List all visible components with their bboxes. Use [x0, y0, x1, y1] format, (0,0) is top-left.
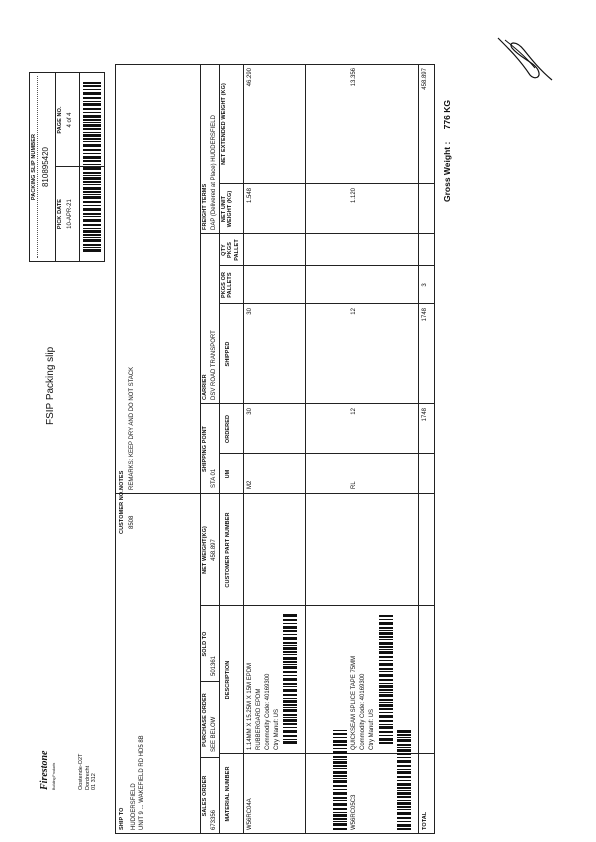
- customer-no: 8508: [129, 515, 135, 529]
- pick-date-label: PICK DATE: [57, 198, 63, 230]
- purchase-order-label: PURCHASE ORDER: [202, 693, 208, 747]
- description-line: Ctry Manuf: US: [369, 708, 375, 750]
- description-line: Ctry Manuf: US: [274, 708, 280, 750]
- ordered: 12: [351, 408, 357, 415]
- col-um: UM: [225, 469, 231, 479]
- col-ordered: ORDERED: [225, 414, 231, 444]
- net-extended-weight: 13.356: [351, 68, 357, 87]
- col-description: DESCRIPTION: [225, 660, 231, 700]
- packing-slip-barcode: [83, 82, 101, 252]
- um: M2: [247, 480, 253, 489]
- shipped: 12: [351, 308, 357, 315]
- notes-label: NOTES: [119, 470, 125, 490]
- address-line: Oostende-O2T: [78, 753, 84, 790]
- shipping-point-label: SHIPPING POINT: [202, 425, 208, 473]
- material-number: W56RC04A: [247, 798, 253, 830]
- packing-slip-number-label: PACKING SLIP NUMBER: [31, 76, 38, 258]
- net-unit-weight: 1.548: [247, 188, 253, 204]
- sold-to-label: SOLD TO: [202, 631, 208, 657]
- brand-logo: [34, 751, 56, 790]
- carrier: DSV ROAD TRANSPORT: [211, 330, 217, 400]
- gross-weight-value: 776 KG: [442, 100, 452, 130]
- notes-value: REMARKS: KEEP DRY AND DO NOT STACK: [129, 366, 135, 490]
- description-line: 1.14MM X 15.25M X 15M EPDM: [247, 662, 253, 750]
- address-line: Dordrecht: [84, 765, 91, 790]
- col-customer-part-number: CUSTOMER PART NUMBER: [225, 512, 231, 588]
- um: RL: [351, 481, 357, 489]
- customer-no-label: CUSTOMER NO.: [119, 490, 125, 534]
- net-weight-label: NET WEIGHT(KG): [202, 526, 208, 574]
- sold-to: 501361: [211, 655, 217, 676]
- sales-order: 673356: [211, 809, 217, 830]
- row-barcode: [397, 730, 411, 830]
- page-no: 4 of 4: [67, 112, 73, 128]
- description-line: Commodity Code: 40169300: [265, 673, 271, 750]
- packing-slip-box: [29, 72, 105, 262]
- ordered: 30: [247, 408, 253, 415]
- ship-to-line: UNIT 9 ... WAKEFIELD RD HD5 8B: [139, 735, 145, 830]
- description-line: QUICKSEAM SPLICE TAPE 75MM: [351, 655, 357, 750]
- material-number: W56RC05C3: [351, 794, 357, 830]
- handwritten-signature: [490, 30, 560, 85]
- page-no-label: PAGE NO.: [57, 106, 63, 134]
- total-shipped: 1748: [422, 308, 428, 322]
- carrier-label: CARRIER: [202, 374, 208, 400]
- description-line: RUBBERGARD EPDM: [256, 688, 262, 750]
- packing-slip-form: [115, 64, 435, 834]
- col-qty-pkgs-pallet: QTY PKGS PALLET: [221, 239, 240, 261]
- total-ordered: 1748: [422, 408, 428, 422]
- col-net-unit-weight: NET UNIT WEIGHT (KG): [221, 190, 234, 228]
- total-pkgs: 3: [422, 283, 428, 287]
- col-material-number: MATERIAL NUMBER: [225, 766, 231, 822]
- row-barcode: [333, 730, 347, 830]
- shipped: 30: [247, 308, 253, 315]
- sender-address: [78, 754, 98, 790]
- total-label: TOTAL: [422, 811, 428, 830]
- description-line: Commodity Code: 40169300: [360, 673, 366, 750]
- ship-to-label: SHIP TO: [119, 807, 125, 830]
- col-pkgs-pallets: PKGS OR PALLETS: [221, 271, 234, 299]
- ship-to-line: HUDDERSFIELD: [131, 783, 137, 830]
- gross-weight-label: Gross Weight :: [442, 141, 452, 202]
- col-shipped: SHIPPED: [225, 341, 231, 367]
- sales-order-label: SALES ORDER: [202, 775, 208, 817]
- col-net-extended-weight: NET EXTENDED WEIGHT (KG): [221, 83, 227, 165]
- freight-terms: DAP (Delivered at Place) HUDDERSFIELD: [211, 115, 217, 230]
- net-extended-weight: 46.290: [247, 68, 253, 87]
- row-barcode: [379, 614, 393, 744]
- packing-slip-number: 810895420: [41, 146, 50, 188]
- pick-date: 10-APR-21: [67, 199, 73, 229]
- row-barcode: [283, 614, 297, 744]
- purchase-order: SEE BELOW: [211, 716, 217, 752]
- net-unit-weight: 1.120: [351, 188, 357, 204]
- document-title: FSIP Packing slip: [45, 346, 56, 425]
- total-net-extended-weight: 458.897: [422, 68, 428, 90]
- gross-weight: [442, 100, 452, 202]
- net-weight: 458.897: [211, 539, 217, 561]
- shipping-point: STA 01: [211, 468, 217, 488]
- brand-name: Firestone: [39, 750, 50, 790]
- freight-terms-label: FREIGHT TERMS: [202, 183, 208, 230]
- brand-subtitle: Building Products: [52, 762, 56, 790]
- address-line: 01 312: [91, 773, 98, 790]
